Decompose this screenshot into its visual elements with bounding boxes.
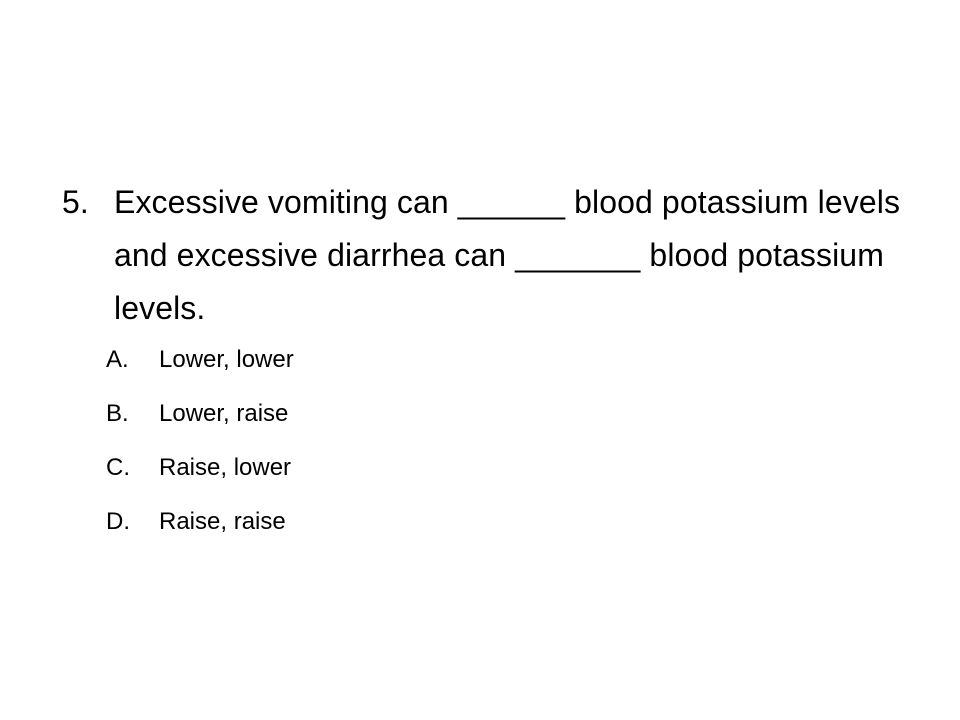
option-b-text: Lower, raise [159,400,289,427]
option-d-letter: D. [106,508,130,535]
option-d-text: Raise, raise [159,508,286,535]
option-a-letter: A. [106,346,129,373]
option-c [106,446,294,500]
option-c-letter: C. [106,454,130,481]
question-number: 5. [62,184,89,220]
question [62,176,912,335]
option-c-text: Raise, lower [159,454,292,481]
question-text: Excessive vomiting can ______ blood potassium levels and excessive diarrhea can _______ blood potassium levels. [114,184,901,326]
answer-options [106,338,294,554]
option-d [106,500,294,554]
option-b-letter: B. [106,400,129,427]
option-a-text: Lower, lower [159,346,294,373]
option-a [106,338,294,392]
option-b [106,392,294,446]
